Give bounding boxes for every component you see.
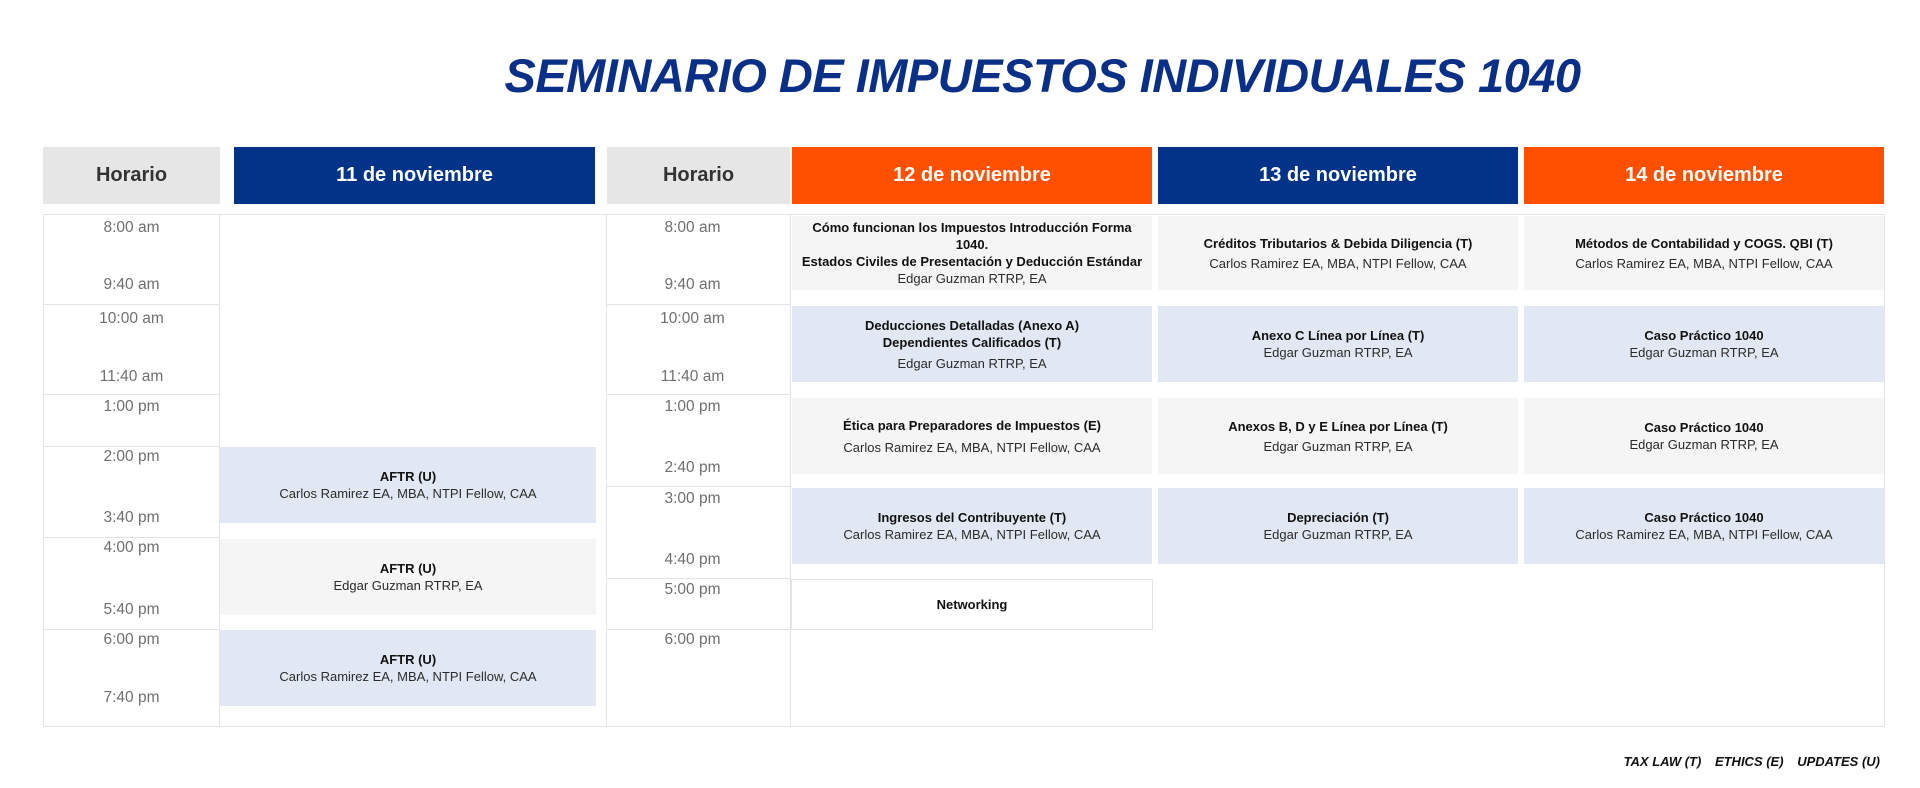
row-line — [43, 537, 220, 538]
legend — [1614, 754, 1880, 769]
session-day13-2[interactable] — [1158, 306, 1518, 382]
session-title: Depreciación (T) — [1287, 510, 1389, 525]
time-label: 3:00 pm — [664, 490, 721, 507]
session-title: Caso Práctico 1040 — [1644, 510, 1764, 525]
time-label: 10:00 am — [660, 310, 725, 327]
header-horario-right: Horario — [607, 147, 790, 204]
session-title: Ingresos del Contribuyente (T) — [877, 510, 1067, 525]
header-day-13: 13 de noviembre — [1158, 147, 1518, 204]
time-label: 2:00 pm — [103, 448, 160, 465]
session-title: Cómo funcionan los Impuestos Introducción Forma 1040. — [812, 220, 1132, 252]
time-label: 5:40 pm — [103, 601, 160, 618]
session-title: Métodos de Contabilidad y COGS. QBI (T) — [1575, 235, 1833, 251]
session-speaker: Carlos Ramirez EA, MBA, NTPI Fellow, CAA — [843, 527, 1101, 542]
row-line — [43, 629, 220, 630]
row-line — [43, 304, 220, 305]
time-label: 8:00 am — [103, 219, 160, 236]
session-speaker: Carlos Ramirez EA, MBA, NTPI Fellow, CAA — [843, 439, 1101, 455]
session-day11-2[interactable] — [220, 539, 596, 615]
session-title: Networking — [936, 597, 1008, 612]
row-line — [607, 304, 791, 305]
time-label: 4:40 pm — [664, 551, 721, 568]
session-speaker: Carlos Ramirez EA, MBA, NTPI Fellow, CAA — [1575, 255, 1833, 271]
time-label: 4:00 pm — [103, 539, 160, 556]
session-day12-1[interactable] — [792, 216, 1152, 290]
session-speaker: Edgar Guzman RTRP, EA — [333, 578, 483, 593]
time-label: 11:40 am — [99, 368, 164, 385]
time-label: 5:00 pm — [664, 581, 721, 598]
grid-line — [790, 214, 791, 727]
header-day-12: 12 de noviembre — [792, 147, 1152, 204]
session-title: Anexo C Línea por Línea (T) — [1251, 328, 1425, 343]
grid-line — [43, 726, 1885, 727]
session-speaker: Edgar Guzman RTRP, EA — [1263, 438, 1413, 454]
legend-tax-law: TAX LAW (T) — [1623, 754, 1702, 769]
time-label: 3:40 pm — [103, 509, 160, 526]
time-label: 2:40 pm — [664, 459, 721, 476]
row-line — [43, 394, 220, 395]
grid-line — [43, 214, 1885, 215]
row-line — [607, 578, 791, 579]
session-day14-4[interactable] — [1524, 488, 1884, 564]
session-day13-3[interactable] — [1158, 398, 1518, 474]
time-label: 11:40 am — [660, 368, 725, 385]
session-speaker: Edgar Guzman RTRP, EA — [1629, 437, 1779, 452]
session-title: Caso Práctico 1040 — [1644, 328, 1764, 343]
session-day14-2[interactable] — [1524, 306, 1884, 382]
session-day14-1[interactable] — [1524, 216, 1884, 290]
session-day12-4[interactable] — [792, 488, 1152, 564]
session-day12-3[interactable] — [792, 398, 1152, 474]
session-title: AFTR (U) — [379, 652, 437, 667]
time-label: 6:00 pm — [103, 631, 160, 648]
session-day13-1[interactable] — [1158, 216, 1518, 290]
session-speaker: Edgar Guzman RTRP, EA — [897, 355, 1047, 371]
session-title: Ética para Preparadores de Impuestos (E) — [843, 417, 1101, 433]
session-title-line2: Estados Civiles de Presentación y Deducción Estándar — [801, 254, 1143, 269]
header-horario-left: Horario — [43, 147, 220, 204]
session-speaker: Carlos Ramirez EA, MBA, NTPI Fellow, CAA — [279, 486, 537, 501]
session-day12-networking[interactable] — [791, 579, 1153, 630]
session-title-line2: Dependientes Calificados (T) — [882, 334, 1062, 350]
session-speaker: Edgar Guzman RTRP, EA — [897, 271, 1047, 286]
legend-ethics: ETHICS (E) — [1714, 754, 1784, 769]
time-label: 10:00 am — [99, 310, 164, 327]
session-speaker: Edgar Guzman RTRP, EA — [1263, 345, 1413, 360]
session-title: AFTR (U) — [379, 469, 437, 484]
session-day13-4[interactable] — [1158, 488, 1518, 564]
session-day11-3[interactable] — [220, 630, 596, 706]
grid-line — [1884, 214, 1885, 727]
row-line — [607, 394, 791, 395]
time-label: 8:00 am — [664, 219, 721, 236]
session-day12-2[interactable] — [792, 306, 1152, 382]
session-title: Créditos Tributarios & Debida Diligencia (T) — [1203, 235, 1473, 251]
session-title: Anexos B, D y E Línea por Línea (T) — [1228, 418, 1448, 434]
time-label: 6:00 pm — [664, 631, 721, 648]
session-speaker: Carlos Ramirez EA, MBA, NTPI Fellow, CAA — [279, 669, 537, 684]
row-line — [43, 446, 220, 447]
session-speaker: Edgar Guzman RTRP, EA — [1263, 527, 1413, 542]
session-title: Deducciones Detalladas (Anexo A) — [864, 317, 1080, 333]
time-label: 9:40 am — [664, 276, 721, 293]
page-title: SEMINARIO DE IMPUESTOS INDIVIDUALES 1040 — [504, 49, 1581, 102]
legend-updates: UPDATES (U) — [1797, 754, 1880, 769]
time-label: 9:40 am — [103, 276, 160, 293]
session-title: AFTR (U) — [379, 561, 437, 576]
session-speaker: Carlos Ramirez EA, MBA, NTPI Fellow, CAA — [1209, 255, 1467, 271]
row-line — [607, 629, 791, 630]
header-day-14: 14 de noviembre — [1524, 147, 1884, 204]
time-label: 1:00 pm — [664, 398, 721, 415]
session-day14-3[interactable] — [1524, 398, 1884, 474]
session-day11-1[interactable] — [220, 447, 596, 523]
session-title: Caso Práctico 1040 — [1644, 420, 1764, 435]
header-day-11: 11 de noviembre — [234, 147, 595, 204]
row-line — [607, 486, 791, 487]
session-speaker: Edgar Guzman RTRP, EA — [1629, 345, 1779, 360]
time-label: 7:40 pm — [103, 689, 160, 706]
session-speaker: Carlos Ramirez EA, MBA, NTPI Fellow, CAA — [1575, 527, 1833, 542]
time-label: 1:00 pm — [103, 398, 160, 415]
